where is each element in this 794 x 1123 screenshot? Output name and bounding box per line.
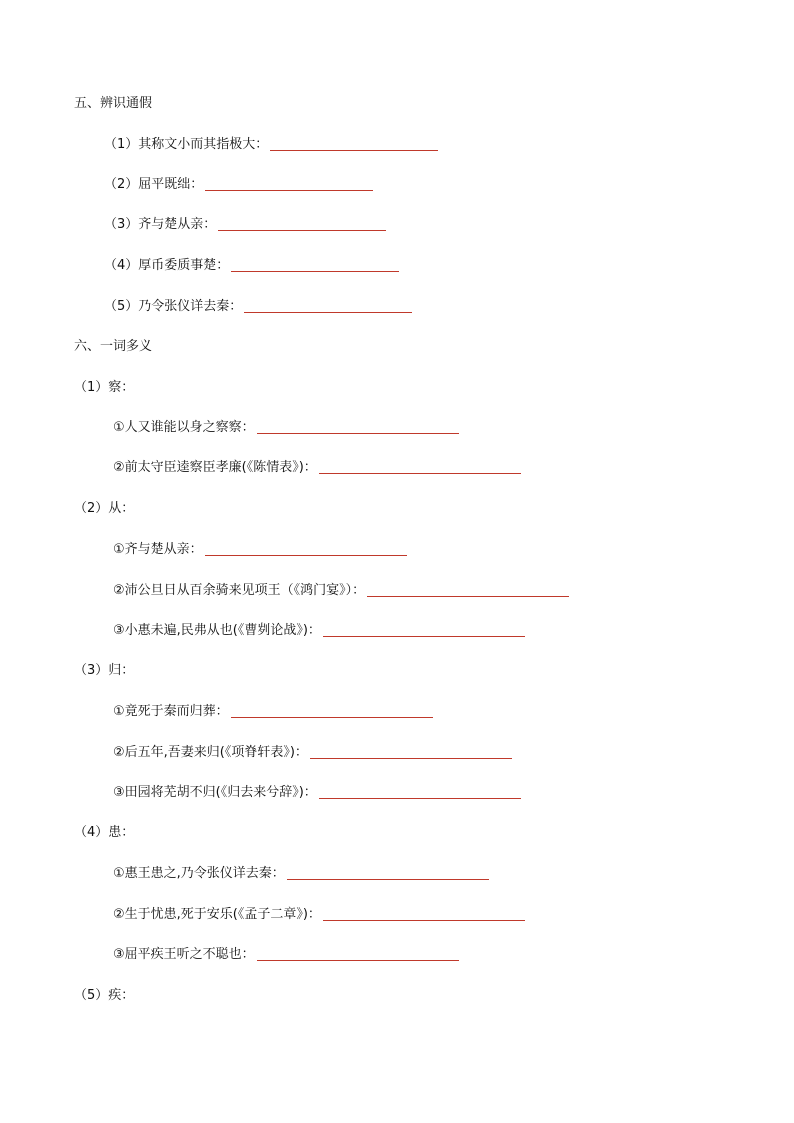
question-item — [113, 906, 525, 924]
answer-blank[interactable] — [205, 541, 407, 556]
word-group-heading: （4）患： — [74, 825, 135, 840]
question-item — [113, 865, 489, 883]
word-group-heading: （2）从： — [74, 501, 135, 516]
question-item — [104, 176, 373, 194]
word-group-heading: （3）归： — [74, 663, 135, 678]
answer-blank[interactable] — [270, 136, 438, 151]
word-group-heading: （5）疾： — [74, 988, 135, 1003]
answer-blank[interactable] — [287, 865, 489, 880]
answer-blank[interactable] — [205, 176, 373, 191]
question-text: ②沛公旦日从百余骑来见项王（《鸿门宴》）： — [113, 583, 366, 598]
question-item — [104, 136, 438, 154]
question-item — [113, 419, 459, 437]
question-item — [113, 582, 569, 600]
question-text: ①竟死于秦而归葬： — [113, 704, 229, 719]
answer-blank[interactable] — [323, 622, 525, 637]
question-item — [113, 459, 521, 477]
question-item — [113, 622, 525, 640]
answer-blank[interactable] — [257, 419, 459, 434]
question-item — [113, 703, 433, 721]
question-text: ②生于忧患,死于安乐(《孟子二章》)： — [113, 907, 321, 922]
question-item — [113, 946, 459, 964]
question-item — [104, 257, 399, 275]
question-text: （2）屈平既绌： — [104, 177, 204, 192]
question-item — [113, 784, 521, 802]
question-text: ③小惠未遍,民弗从也(《曹刿论战》)： — [113, 623, 321, 638]
question-text: ①齐与楚从亲： — [113, 542, 203, 557]
question-text: ③屈平疾王听之不聪也： — [113, 947, 255, 962]
question-item — [104, 298, 412, 316]
question-text: ③田园将芜胡不归(《归去来兮辞》)： — [113, 785, 317, 800]
question-item — [104, 216, 386, 234]
question-text: （5）乃令张仪详去秦： — [104, 299, 243, 314]
answer-blank[interactable] — [367, 582, 569, 597]
question-item — [113, 541, 407, 559]
answer-blank[interactable] — [231, 703, 433, 718]
section-5-title: 五、辨识通假 — [74, 96, 153, 111]
question-text: ①人又谁能以身之察察： — [113, 420, 255, 435]
question-item — [113, 744, 512, 762]
answer-blank[interactable] — [231, 257, 399, 272]
answer-blank[interactable] — [218, 216, 386, 231]
question-text: ②前太守臣逵察臣孝廉(《陈情表》)： — [113, 460, 317, 475]
answer-blank[interactable] — [257, 946, 459, 961]
answer-blank[interactable] — [244, 298, 412, 313]
answer-blank[interactable] — [319, 784, 521, 799]
answer-blank[interactable] — [319, 459, 521, 474]
question-text: （3）齐与楚从亲： — [104, 217, 217, 232]
section-6-title: 六、一词多义 — [74, 339, 153, 354]
word-group-heading: （1）察： — [74, 380, 135, 395]
question-text: （4）厚币委质事楚： — [104, 258, 230, 273]
question-text: ①惠王患之,乃令张仪详去秦： — [113, 866, 285, 881]
answer-blank[interactable] — [323, 906, 525, 921]
answer-blank[interactable] — [310, 744, 512, 759]
question-text: ②后五年,吾妻来归(《项脊轩表》)： — [113, 745, 308, 760]
question-text: （1）其称文小而其指极大： — [104, 137, 269, 152]
